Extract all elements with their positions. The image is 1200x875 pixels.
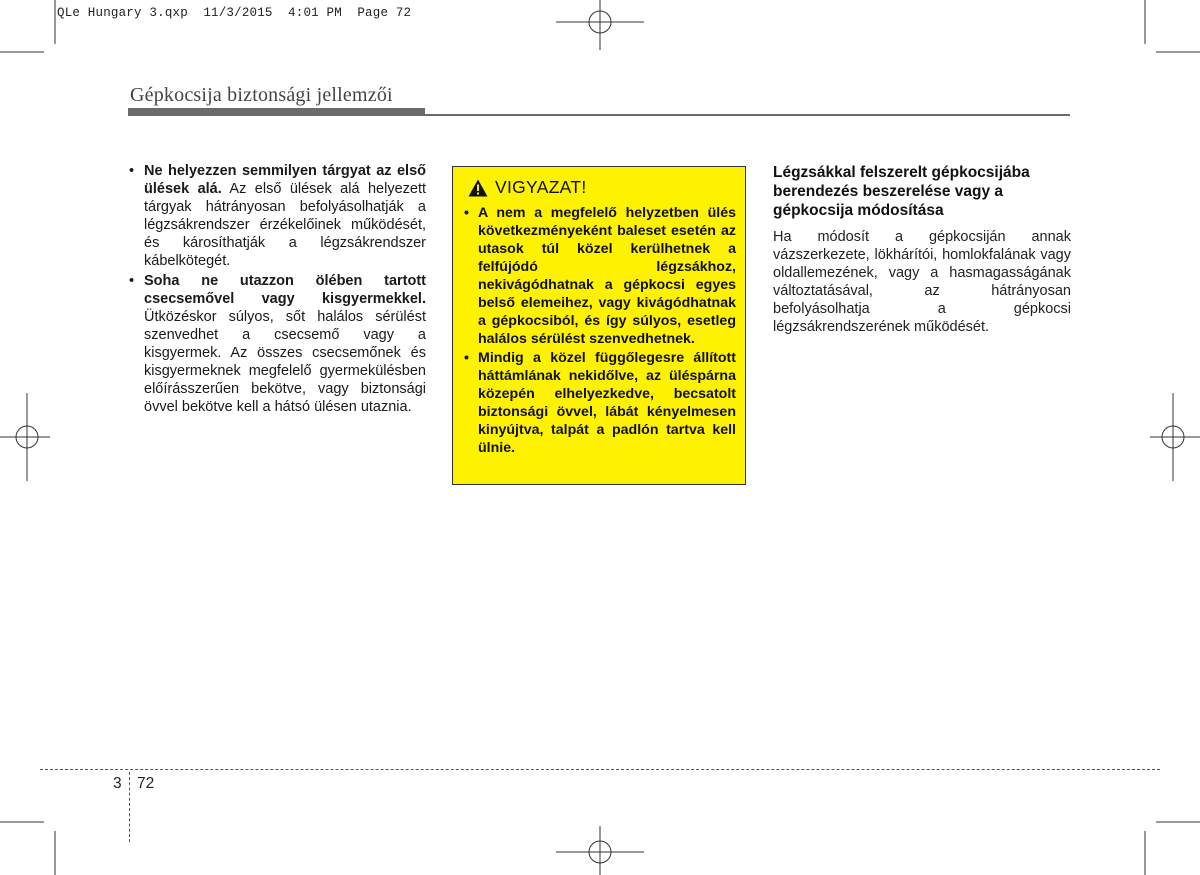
list-item <box>127 272 426 416</box>
list-item-lead: Soha ne utazzon ölében tartott csecsemővel vagy kisgyermekkel. <box>144 273 426 307</box>
registration-target-top <box>556 0 644 50</box>
header-rule <box>128 114 1070 116</box>
registration-target-right <box>1150 393 1200 481</box>
warning-item: • Mindig a közel függőlegesre állított háttámlának nekidőlve, az üléspárna közepén elhelyezkedve, becsatolt biztonsági övvel, lábát kényelmesen kinyújtva, talpát a padlón tartva kell ülnie. <box>462 349 736 457</box>
footer-dashed-rule <box>40 769 1160 770</box>
right-column <box>773 163 1071 336</box>
page-number: 72 <box>137 775 155 792</box>
subsection-heading: Légzsákkal felszerelt gépkocsijába berendezés beszerelése vagy a gépkocsija módosítása <box>773 164 1030 219</box>
section-header-title: Gépkocsija biztonsági jellemzői <box>130 84 393 106</box>
registration-target-left <box>0 393 50 481</box>
warning-triangle-icon <box>468 179 488 197</box>
warning-item: • A nem a megfelelő helyzetben ülés következményeként baleset esetén az utasok túl közel kerülhetnek a felfújódó légzsákhoz, nekivágódhatnak a gépkocsi egyes belső elemeihez, vagy kivágódhatnak a gépkocsiból, és így súlyos, esetleg halálos sérülést szenvedhetnek. <box>462 204 736 348</box>
left-column <box>127 162 426 418</box>
warning-title: VIGYAZAT! <box>495 177 587 197</box>
print-slug: QLe Hungary 3.qxp 11/3/2015 4:01 PM Page 72 <box>57 6 412 20</box>
list-item-lead: Ne helyezzen semmilyen tárgyat az első ülések alá. <box>144 163 426 197</box>
warning-header <box>468 177 736 198</box>
list-item-text: Az első ülések alá helyezett tárgyak hátrányosan befolyásolhatják a légzsákrendszer érzékelőinek működését, és károsíthatják a légzsákrendszer kábelkötegét. <box>144 181 427 269</box>
list-item-text: Ütközéskor súlyos, sőt halálos sérülést szenvedhet a csecsemő vagy a kisgyermek. Az összes csecsemőnek és kisgyermeknek megfelelő gyermekülésben előírásszerűen bekötve, vagy biztonsági övvel bekötve kell a hátsó ülésen utaznia. <box>144 309 426 415</box>
list-item <box>127 162 426 270</box>
registration-target-bottom <box>556 826 644 875</box>
warning-box <box>452 166 746 485</box>
footer-dashed-divider <box>129 772 130 842</box>
subsection-body: Ha módosít a gépkocsiján annak vázszerkezete, lökhárítói, homlokfalának vagy oldallemezének, vagy a hasmagasságának változtatásával, az hátrányosan befolyásolhatja a gépkocsi légzsákrendszerének működését. <box>773 229 1071 335</box>
chapter-number: 3 <box>113 775 122 792</box>
